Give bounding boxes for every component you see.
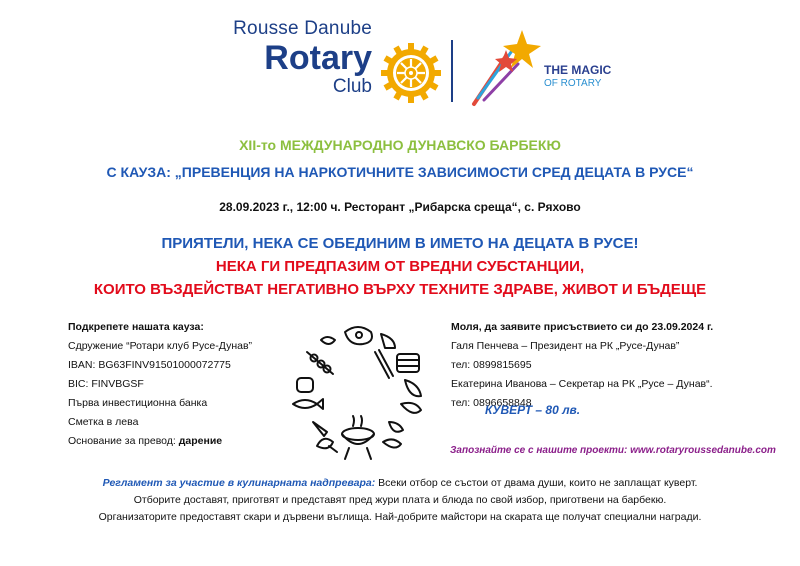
slogan-line-1: ПРИЯТЕЛИ, НЕКА СЕ ОБЕДИНИМ В ИМЕТО НА ДЕЦАТА В РУСЕ! [161,235,639,252]
contact-president-phone: тел: 0899815695 [451,359,532,371]
club-logo-text [226,18,372,98]
contact-secretary-phone: тел: 0896658848 [451,397,532,409]
support-purpose [68,432,252,451]
magic-line2: OF ROTARY [544,78,602,89]
contact-secretary: Екатерина Иванова – Секретар на РК „Русе – Дунав“. [451,378,713,390]
slogan-line-2: НЕКА ГИ ПРЕДПАЗИМ ОТ ВРЕДНИ СУБСТАНЦИИ, [215,258,585,275]
event-cause: С КАУЗА: „ПРЕВЕНЦИЯ НА НАРКОТИЧНИТЕ ЗАВИСИМОСТИ СРЕД ДЕЦАТА В РУСЕ“ [106,164,694,180]
magic-of-rotary-text [544,64,611,90]
support-purpose-value: дарение [178,435,223,447]
support-heading: Подкрепете нашата кауза: [68,321,204,333]
magic-star-icon [466,26,546,108]
slogan-line-3: КОИТО ВЪЗДЕЙСТВАТ НЕГАТИВНО ВЪРХУ ТЕХНИТЕ ЗДРАВЕ, ЖИВОТ И БЪДЕЩЕ [93,281,707,298]
rules-label: Регламент за участие в кулинарната надпревара: [102,477,376,489]
support-bic: BIC: FINVBGSF [68,378,144,390]
event-title: XII-то МЕЖДУНАРОДНО ДУНАВСКО БАРБЕКЮ [239,137,561,153]
registration-heading: Моля, да заявите присъствието си до 23.09.2024 г. [451,321,714,333]
support-org: Сдружение “Ротари клуб Русе-Дунав” [68,340,253,352]
logo-divider [451,40,453,102]
support-section [68,318,252,451]
projects-label: Запознайте се с нашите проекти: [450,445,631,456]
projects-url[interactable]: www.rotaryroussedanube.com [630,445,776,456]
projects-line [450,445,776,456]
event-datetime: 28.09.2023 г., 12:00 ч. Ресторант „Рибарска среща“, с. Ряхово [219,200,581,214]
rules-line-1 [0,475,800,492]
bbq-illustration-icon [283,322,433,462]
couvert-price: КУВЕРТ – 80 лв. [485,403,581,417]
support-bank: Първа инвестиционна банка [68,397,208,409]
club-name-line1: Rousse Danube [233,18,372,39]
registration-section [451,318,713,413]
support-currency: Сметка в лева [68,416,139,428]
rules-line-2: Отборите доставят, приготвят и представят пред жури плата и блюда по свой избор, приготвени на барбекю. [133,494,667,506]
support-iban: IBAN: BG63FINV91501000072775 [68,359,231,371]
rules-line-3: Организаторите предоставят скари и дървени въглища. Най-добрите майстори на скарата ще получат специални награди. [98,511,702,523]
support-purpose-label: Основание за превод: [68,435,179,447]
competition-rules [0,475,800,526]
club-name-line2: Rotary [264,39,372,77]
magic-line1: THE MAGIC [544,63,612,77]
rotary-wheel-icon [380,42,442,104]
club-name-line3: Club [332,76,372,97]
rules-line-1-text: Всеки отбор се състои от двама души, които не заплащат куверт. [375,477,698,489]
contact-president: Галя Пенчева – Президент на РК „Русе-Дунав” [451,340,680,352]
